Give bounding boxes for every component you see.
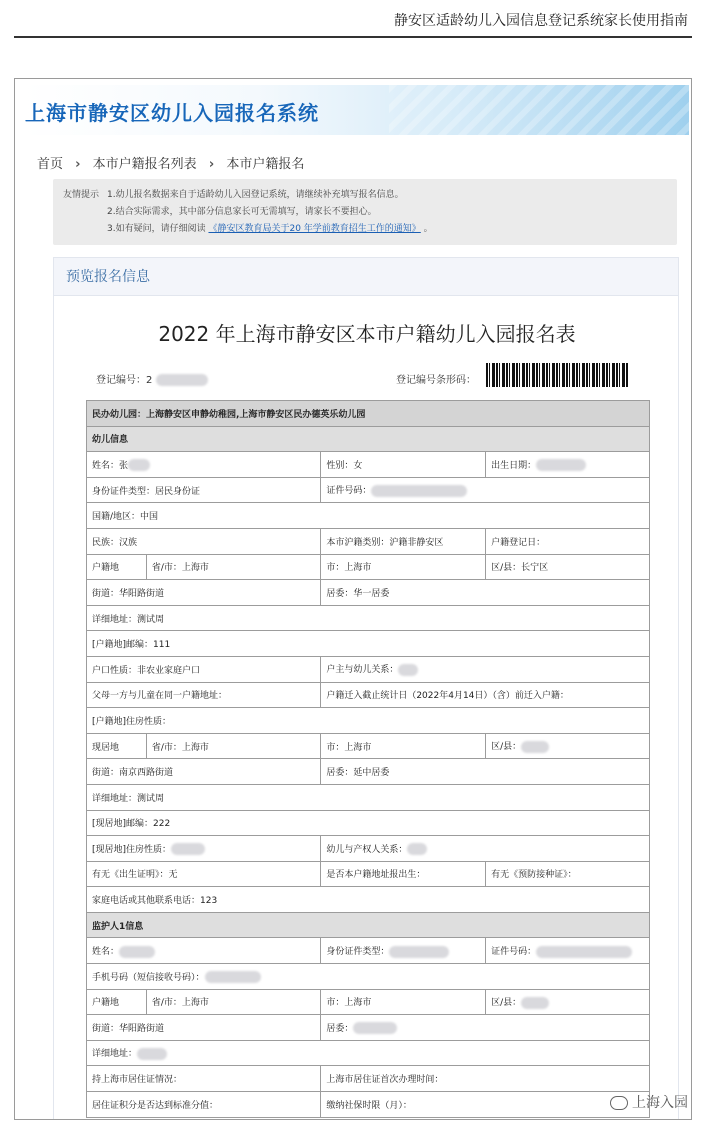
birth-certificate: 有无《出生证明》：无 bbox=[87, 861, 321, 887]
guardian-mobile: 手机号码（短信接收号码）： bbox=[87, 964, 650, 990]
notice-box bbox=[53, 179, 677, 245]
barcode-label: 登记编号条形码： bbox=[396, 375, 476, 386]
residence-street: 街道：南京西路街道 bbox=[87, 759, 321, 785]
guardian-hukou-place-label: 户籍地 bbox=[87, 989, 147, 1015]
child-nationality: 国籍/地区：中国 bbox=[87, 503, 650, 529]
hukou-register-date: 户籍登记日： bbox=[486, 528, 650, 554]
banner-decoration bbox=[389, 85, 689, 135]
owner-relation: 幼儿与产权人关系： bbox=[321, 836, 650, 862]
hukou-place-label: 户籍地 bbox=[87, 554, 147, 580]
residence-address: 详细地址：测试周 bbox=[87, 784, 650, 810]
screenshot-frame bbox=[14, 78, 692, 1120]
hukou-moved-in: 户籍迁入截止统计日（2022年4月14日）（含）前迁入户籍： bbox=[321, 682, 650, 708]
hukou-housing-nature: [户籍地]住房性质： bbox=[87, 708, 650, 734]
watermark-text: 上海入园 bbox=[632, 1095, 688, 1111]
born-local: 是否本户籍地址报出生： bbox=[321, 861, 486, 887]
guardian-committee: 居委： bbox=[321, 1015, 650, 1041]
notice-line-3 bbox=[107, 221, 433, 238]
guardian-district: 区/县： bbox=[486, 989, 650, 1015]
guardian-residence-permit: 持上海市居住证情况： bbox=[87, 1066, 321, 1092]
guardian-id-number: 证件号码： bbox=[486, 938, 650, 964]
same-hukou-address: 父母一方与儿童在同一户籍地址： bbox=[87, 682, 321, 708]
guardian-name: 姓名： bbox=[87, 938, 321, 964]
guardian-insurance-months: 缴纳社保时限（月）： bbox=[321, 1092, 650, 1118]
system-banner bbox=[23, 85, 689, 135]
registration-number bbox=[96, 371, 208, 386]
child-ethnicity: 民族：汉族 bbox=[87, 528, 321, 554]
child-name: 姓名：张 bbox=[87, 452, 321, 478]
form-title: 2022 年上海市静安区本市户籍幼儿入园报名表 bbox=[158, 322, 576, 346]
residence-district: 区/县： bbox=[486, 733, 650, 759]
residence-committee: 居委：延中居委 bbox=[321, 759, 650, 785]
family-phone: 家庭电话或其他联系电话：123 bbox=[87, 887, 650, 913]
notice-label: 友情提示 bbox=[63, 190, 100, 200]
notice-line-1: 1.幼儿报名数据来自于适龄幼儿入园登记系统，请继续补充填写报名信息。 bbox=[107, 190, 404, 200]
watermark bbox=[610, 1092, 688, 1112]
guardian-city: 市：上海市 bbox=[321, 989, 486, 1015]
regno-value: 2 bbox=[146, 375, 153, 386]
hukou-committee: 居委：华一居委 bbox=[321, 580, 650, 606]
guardian-id-type: 身份证件类型： bbox=[321, 938, 486, 964]
document-header: 静安区适龄幼儿入园信息登记系统家长使用指南 bbox=[14, 8, 692, 38]
notice-line-3-prefix: 3.如有疑问，请仔细阅读 bbox=[107, 224, 206, 234]
breadcrumb-separator-icon: › bbox=[208, 157, 215, 172]
vaccine-certificate: 有无《预防接种证》： bbox=[486, 861, 650, 887]
child-birth-date: 出生日期： bbox=[486, 452, 650, 478]
breadcrumb-home[interactable]: 首页 bbox=[37, 157, 64, 172]
guardian-section-title: 监护人1信息 bbox=[87, 912, 650, 938]
guardian-address: 详细地址： bbox=[87, 1040, 650, 1066]
banner-title: 上海市静安区幼儿入园报名系统 bbox=[25, 101, 319, 125]
child-id-type: 身份证件类型：居民身份证 bbox=[87, 477, 321, 503]
child-gender: 性别：女 bbox=[321, 452, 486, 478]
guardian-street: 街道：华阳路街道 bbox=[87, 1015, 321, 1041]
guardian-permit-date: 上海市居住证首次办理时间： bbox=[321, 1066, 650, 1092]
panel-title: 预览报名信息 bbox=[54, 258, 678, 296]
notice-line-2: 2.结合实际需求，其中部分信息家长可无需填写，请家长不要担心。 bbox=[107, 207, 377, 217]
residence-housing-nature: [现居地]住房性质： bbox=[87, 836, 321, 862]
hukou-type: 本市沪籍类别：沪籍非静安区 bbox=[321, 528, 486, 554]
wechat-icon bbox=[610, 1096, 628, 1110]
residence-city: 市：上海市 bbox=[321, 733, 486, 759]
breadcrumb-current: 本市户籍报名 bbox=[226, 157, 305, 172]
breadcrumb-separator-icon: › bbox=[75, 157, 81, 172]
hukou-postcode: [户籍地]邮编：111 bbox=[87, 631, 650, 657]
hukou-city: 市：上海市 bbox=[321, 554, 486, 580]
guardian-province: 省/市：上海市 bbox=[146, 989, 320, 1015]
redacted-mask bbox=[156, 374, 208, 386]
hukou-street: 街道：华阳路街道 bbox=[87, 580, 321, 606]
child-section-title: 幼儿信息 bbox=[87, 426, 650, 452]
notice-lines bbox=[107, 187, 433, 238]
hukou-nature: 户口性质：非农业家庭户口 bbox=[87, 656, 321, 682]
residence-province: 省/市：上海市 bbox=[146, 733, 320, 759]
regno-label: 登记编号： bbox=[96, 375, 146, 386]
notice-line-3-suffix: 。 bbox=[423, 224, 433, 234]
child-id-number: 证件号码： bbox=[321, 477, 650, 503]
preview-panel bbox=[53, 257, 679, 1120]
guardian-points: 居住证积分是否达到标准分值： bbox=[87, 1092, 321, 1118]
notice-policy-link[interactable]: 《静安区教育局关于20 年学前教育招生工作的通知》 bbox=[208, 224, 421, 234]
breadcrumb bbox=[37, 153, 312, 172]
kindergarten-choice: 民办幼儿园：上海静安区申静幼稚园,上海市静安区民办德英乐幼儿园 bbox=[87, 401, 650, 427]
residence-place-label: 现居地 bbox=[87, 733, 147, 759]
head-relation: 户主与幼儿关系： bbox=[321, 656, 650, 682]
registration-form-table bbox=[86, 400, 650, 1118]
hukou-address: 详细地址：测试周 bbox=[87, 605, 650, 631]
hukou-district: 区/县：长宁区 bbox=[486, 554, 650, 580]
hukou-province: 省/市：上海市 bbox=[146, 554, 320, 580]
residence-postcode: [现居地]邮编：222 bbox=[87, 810, 650, 836]
breadcrumb-list[interactable]: 本市户籍报名列表 bbox=[92, 157, 197, 172]
barcode-image bbox=[486, 363, 628, 387]
